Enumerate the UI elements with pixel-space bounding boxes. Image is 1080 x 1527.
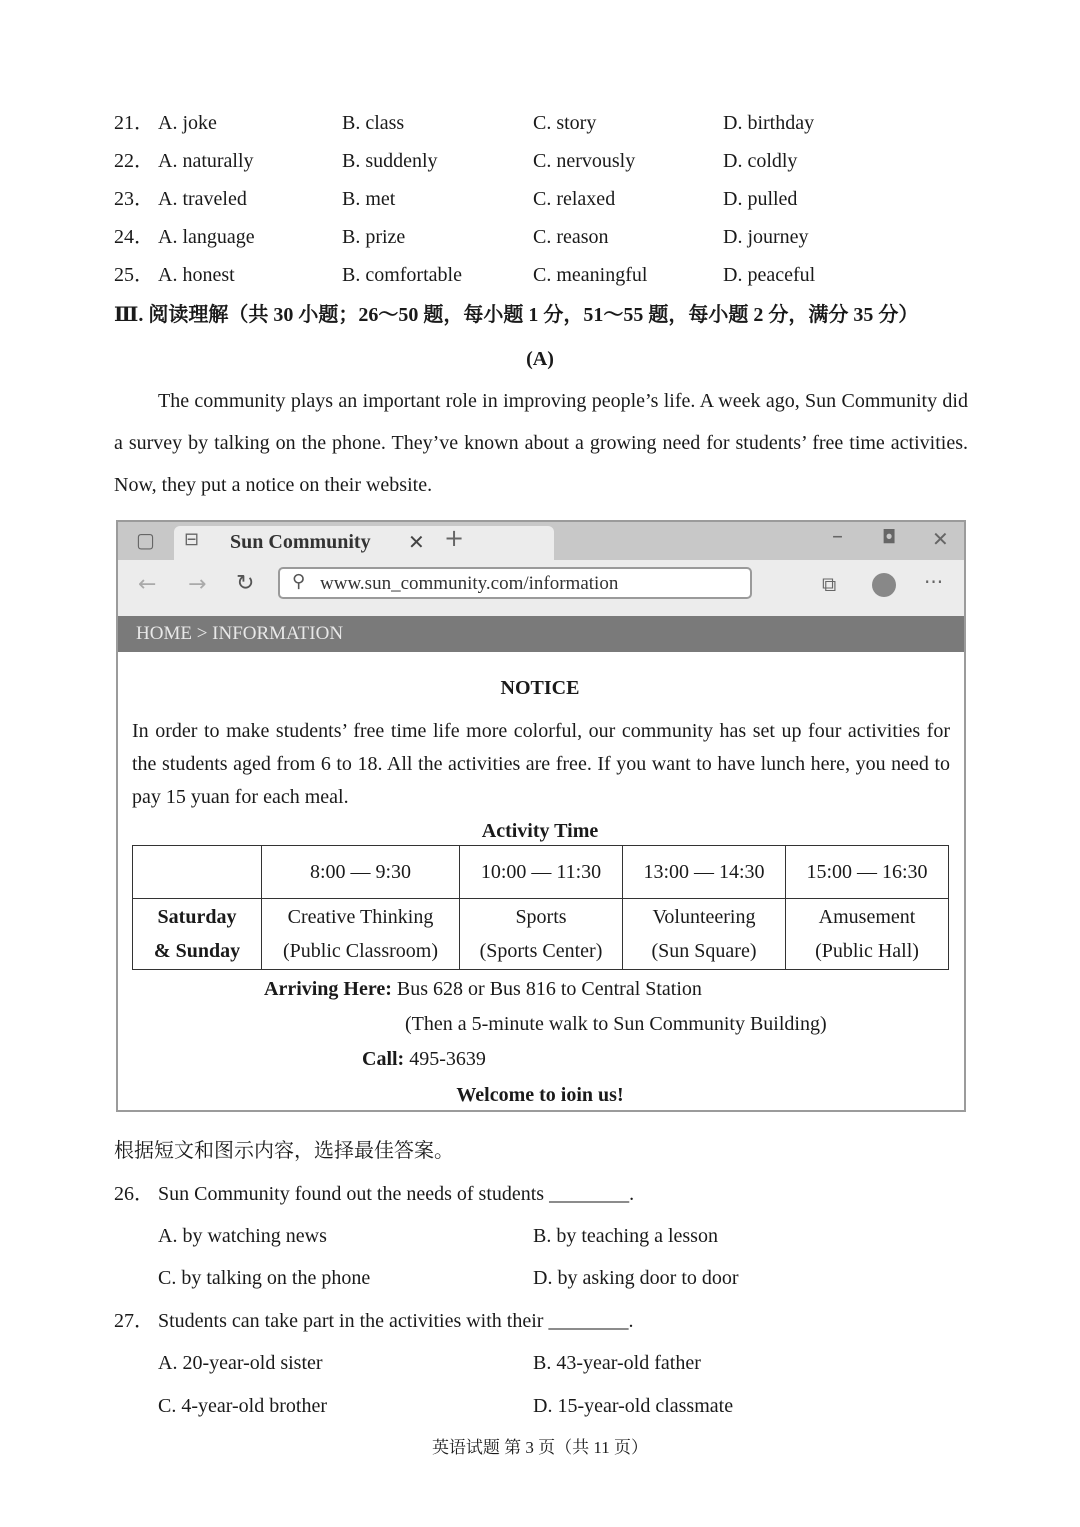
instruction: 根据短文和图示内容，选择最佳答案。 — [114, 1140, 454, 1162]
call-line — [362, 1047, 486, 1071]
activity-place: (Sports Center) — [479, 940, 603, 962]
search-icon: ⚲ — [292, 571, 306, 592]
option-c: C. story — [533, 112, 597, 134]
passage-label: (A) — [526, 348, 554, 370]
call-label: Call: — [362, 1048, 405, 1070]
back-icon[interactable]: ← — [138, 572, 157, 597]
option-a: A. 20-year-old sister — [158, 1352, 323, 1374]
option-d: D. coldly — [723, 150, 798, 172]
question-number: 23． — [114, 188, 154, 210]
activity-name: Amusement — [818, 906, 916, 928]
tab-title: Sun Community — [230, 531, 371, 553]
intro-text: The community plays an important role in improving people’s life. A week ago, Sun Community did a survey by talking on the phone. They’ve known about a growing need for students’ free time activities. Now, they put a notice on their website. — [114, 390, 968, 496]
option-c: C. nervously — [533, 150, 636, 172]
option-b: B. prize — [342, 226, 406, 248]
page-footer: 英语试题 第 3 页（共 11 页） — [431, 1438, 649, 1457]
option-d: D. by asking door to door — [533, 1267, 739, 1289]
question-number: 27． — [114, 1310, 154, 1332]
question-row — [0, 225, 1080, 255]
activity-cell — [786, 899, 949, 970]
more-icon[interactable]: ··· — [924, 570, 944, 594]
time-cell: 10:00 — 11:30 — [460, 846, 623, 899]
option-c: C. relaxed — [533, 188, 616, 210]
option-c: C. meaningful — [533, 264, 648, 286]
option-d: D. peaceful — [723, 264, 816, 286]
option-b: B. by teaching a lesson — [533, 1225, 718, 1247]
time-cell: 13:00 — 14:30 — [623, 846, 786, 899]
option-d: D. 15-year-old classmate — [533, 1395, 734, 1417]
breadcrumb — [118, 616, 964, 652]
option-b: B. class — [342, 112, 405, 134]
option-d: D. journey — [723, 226, 809, 248]
option-a: A. honest — [158, 264, 235, 286]
url-text[interactable]: www.sun_community.com/information — [320, 573, 619, 594]
option-c: C. reason — [533, 226, 609, 248]
collections-icon[interactable]: ⧉ — [822, 572, 837, 596]
arrive-label: Arriving Here: — [264, 978, 392, 1000]
question-row — [0, 111, 1080, 141]
refresh-icon[interactable]: ↻ — [236, 571, 255, 596]
activity-table — [132, 845, 949, 970]
close-window-icon[interactable]: ✕ — [932, 527, 949, 551]
question-stem: Sun Community found out the needs of students ________. — [158, 1183, 635, 1205]
restore-icon[interactable]: ◘ — [882, 527, 897, 548]
option-b: B. 43-year-old father — [533, 1352, 701, 1374]
new-tab-icon[interactable]: + — [444, 524, 465, 552]
notice-title: NOTICE — [500, 677, 580, 699]
question-row — [0, 187, 1080, 217]
option-a: A. language — [158, 226, 255, 248]
option-a: A. naturally — [158, 150, 254, 172]
close-tab-icon[interactable]: ✕ — [408, 530, 425, 554]
time-cell: 15:00 — 16:30 — [786, 846, 949, 899]
question-number: 25． — [114, 264, 154, 286]
option-d: D. pulled — [723, 188, 798, 210]
question-number: 22． — [114, 150, 154, 172]
question-number: 24． — [114, 226, 154, 248]
arrive-text: Bus 628 or Bus 816 to Central Station — [396, 978, 702, 1000]
option-b: B. suddenly — [342, 150, 438, 172]
question-number: 21． — [114, 112, 154, 134]
browser-tab[interactable] — [174, 526, 554, 560]
activity-cell — [460, 899, 623, 970]
activity-name: Sports — [515, 906, 567, 928]
profile-icon[interactable] — [872, 573, 896, 597]
minimize-icon[interactable]: – — [832, 524, 843, 549]
activity-place: (Sun Square) — [651, 940, 757, 962]
day-line: & Sunday — [153, 940, 241, 962]
activity-name: Creative Thinking — [287, 906, 434, 928]
browser-toolbar — [118, 560, 964, 616]
forward-icon[interactable]: → — [188, 572, 207, 597]
tab-page-icon: ⊟ — [184, 529, 200, 550]
welcome-text: Welcome to ioin us! — [456, 1084, 624, 1106]
activity-name: Volunteering — [652, 906, 756, 928]
breadcrumb-text[interactable]: HOME > INFORMATION — [136, 623, 344, 644]
tab-bar — [118, 522, 964, 560]
option-b: B. comfortable — [342, 264, 462, 286]
question-row — [0, 149, 1080, 179]
activity-cell — [623, 899, 786, 970]
activity-place: (Public Hall) — [815, 940, 919, 962]
question-number: 26． — [114, 1183, 154, 1205]
call-number: 495-3639 — [409, 1048, 486, 1070]
notice-body: In order to make students’ free time life more colorful, our community has set up four activities for the students aged from 6 to 18. All the activities are free. If you want to have lunch here, you need to pay 15 yuan for each meal. — [132, 720, 950, 808]
option-a: A. by watching news — [158, 1225, 327, 1247]
day-line: Saturday — [157, 906, 237, 928]
activity-place: (Public Classroom) — [283, 940, 438, 962]
table-caption: Activity Time — [481, 820, 599, 842]
option-c: C. by talking on the phone — [158, 1267, 371, 1289]
arrive-note: (Then a 5-minute walk to Sun Community Building) — [405, 1013, 827, 1035]
option-a: A. traveled — [158, 188, 247, 210]
intro-paragraph — [114, 380, 968, 506]
table-corner-cell — [133, 846, 262, 899]
option-c: C. 4-year-old brother — [158, 1395, 327, 1417]
address-bar[interactable] — [278, 567, 752, 599]
option-d: D. birthday — [723, 112, 815, 134]
option-b: B. met — [342, 188, 396, 210]
question-stem: Students can take part in the activities with their ________. — [158, 1310, 634, 1332]
time-cell: 8:00 — 9:30 — [262, 846, 460, 899]
question-row — [0, 263, 1080, 293]
window-icon[interactable]: ▢ — [136, 528, 155, 552]
arrive-line — [264, 977, 702, 1001]
section-heading: Ⅲ. 阅读理解（共 30 小题；26～50 题，每小题 1 分，51～55 题，每小题 2 分，满分 35 分） — [114, 304, 919, 326]
activity-cell — [262, 899, 460, 970]
day-cell — [133, 899, 262, 970]
option-a: A. joke — [158, 112, 217, 134]
table-row — [133, 899, 949, 970]
table-header-row — [133, 846, 949, 899]
